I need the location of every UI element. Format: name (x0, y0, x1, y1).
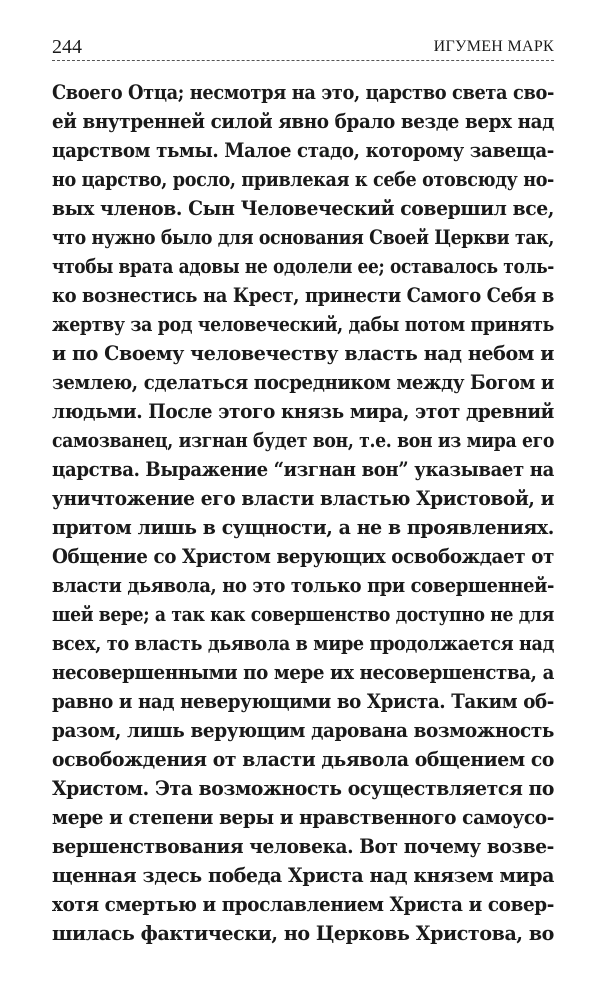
text-line: притом лишь в сущности, а не в проявлениях. (52, 516, 554, 539)
text-line: Общение со Христом верующих освобождает от (52, 545, 554, 568)
text-line: шей вере; а так как совершенство доступно не для (52, 603, 554, 626)
text-line: Своего Отца; несмотря на это, царство света сво- (52, 81, 554, 104)
text-line: царством тьмы. Малое стадо, которому завеща- (52, 139, 554, 162)
page-number: 244 (52, 36, 82, 58)
running-title: ИГУМЕН МАРК (433, 38, 554, 55)
text-line: царства. Выражение “изгнан вон” указывает на (52, 458, 554, 481)
text-line: шилась фактически, но Церковь Христова, во (52, 922, 554, 945)
text-line: людьми. После этого князь мира, этот древний (52, 400, 554, 423)
text-line: и по Своему человечеству власть над небом и (52, 342, 554, 365)
text-line: разом, лишь верующим дарована возможность (52, 719, 554, 742)
text-line: но царство, росло, привлекая к себе отовсюду но- (52, 168, 554, 191)
text-line: вершенствования человека. Вот почему возве- (52, 835, 554, 858)
page-header (52, 36, 554, 58)
text-line: щенная здесь победа Христа над князем мира (52, 864, 554, 887)
text-line: Христом. Эта возможность осуществляется по (52, 777, 554, 800)
text-line: всех, то власть дьявола в мире продолжается над (52, 632, 554, 655)
body-text (52, 78, 554, 948)
text-line: землею, сделаться посредником между Богом и (52, 371, 554, 394)
text-line: вых членов. Сын Человеческий совершил все, (52, 197, 554, 220)
text-line: власти дьявола, но это только при совершенней- (52, 574, 554, 597)
text-line: ко вознестись на Крест, принести Самого Себя в (52, 284, 554, 307)
text-line: уничтожение его власти властью Христовой, и (52, 487, 554, 510)
text-line: жертву за род человеческий, дабы потом принять (52, 313, 554, 336)
text-line: чтобы врата адовы не одолели ее; оставалось толь- (52, 255, 554, 278)
header-divider (52, 60, 554, 61)
text-line: освобождения от власти дьявола общением со (52, 748, 554, 771)
text-line: что нужно было для основания Своей Церкви так, (52, 226, 554, 249)
text-line: равно и над неверующими во Христа. Таким об- (52, 690, 554, 713)
text-line: хотя смертью и прославлением Христа и совер- (52, 893, 554, 916)
text-line: ей внутренней силой явно брало везде верх над (52, 110, 554, 133)
text-line: несовершенными по мере их несовершенства, а (52, 661, 554, 684)
text-line: самозванец, изгнан будет вон, т.е. вон из мира его (52, 429, 554, 452)
text-line: мере и степени веры и нравственного самоусо- (52, 806, 554, 829)
